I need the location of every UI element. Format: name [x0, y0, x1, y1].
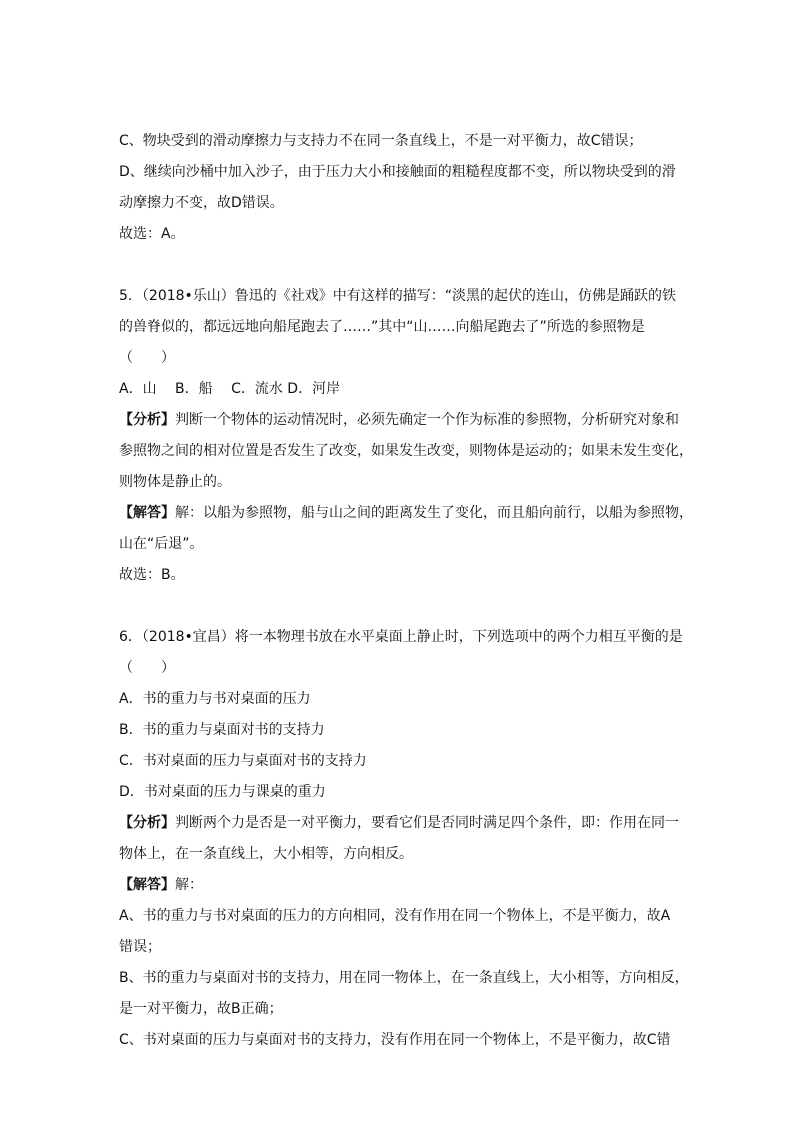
analysis-tag: 【分析】 — [119, 815, 175, 831]
text-line: 错误； — [119, 939, 161, 955]
solution-line: 【解答】解： — [119, 877, 203, 893]
text-line: 动摩擦力不变，故D错误。 — [119, 195, 284, 211]
option-a: A．书的重力与书对桌面的压力 — [119, 691, 311, 707]
text-line: D、继续向沙桶中加入沙子，由于压力大小和接触面的粗糙程度都不变，所以物块受到的滑 — [119, 164, 676, 180]
text-line: 是一对平衡力，故B正确； — [119, 1001, 283, 1017]
analysis-line: 【分析】判断两个力是否是一对平衡力，要看它们是否同时满足四个条件，即：作用在同一 — [119, 815, 679, 831]
text-line: 则物体是静止的。 — [119, 474, 231, 490]
text-line: 的兽脊似的，都远远地向船尾跑去了……”其中“山……向船尾跑去了”所选的参照物是 — [119, 319, 645, 335]
text-line: C、书对桌面的压力与桌面对书的支持力，没有作用在同一个物体上，不是平衡力，故C错 — [119, 1032, 671, 1048]
answer-blank: （ ） — [119, 350, 175, 366]
answer-blank: （ ） — [119, 660, 175, 676]
question-6-stem: 6．（2018•宜昌）将一本物理书放在水平桌面上静止时，下列选项中的两个力相互平衡的是 — [119, 629, 683, 645]
text-line: C、物块受到的滑动摩擦力与支持力不在同一条直线上，不是一对平衡力，故C错误； — [119, 133, 643, 149]
question-5-options: A．山 B．船 C．流水 D．河岸 — [119, 381, 341, 397]
text-line: A、书的重力与书对桌面的压力的方向相同，没有作用在同一个物体上，不是平衡力，故A — [119, 908, 671, 924]
text-line: 山在“后退”。 — [119, 536, 204, 552]
text-line: 物体上，在一条直线上，大小相等，方向相反。 — [119, 846, 413, 862]
text-line: 故选：A。 — [119, 226, 185, 242]
text-line: 参照物之间的相对位置是否发生了改变，如果发生改变，则物体是运动的；如果未发生变化， — [119, 443, 693, 459]
analysis-line: 【分析】判断一个物体的运动情况时，必须先确定一个作为标准的参照物，分析研究对象和 — [119, 412, 679, 428]
text-line: 故选：B。 — [119, 567, 185, 583]
option-c: C．书对桌面的压力与桌面对书的支持力 — [119, 753, 367, 769]
question-5-stem: 5．（2018•乐山）鲁迅的《社戏》中有这样的描写：“淡黑的起伏的连山，仿佛是踊跃的铁 — [119, 288, 677, 304]
analysis-tag: 【分析】 — [119, 412, 175, 428]
text-line: B、书的重力与桌面对书的支持力，用在同一物体上，在一条直线上，大小相等，方向相反， — [119, 970, 689, 986]
option-b: B．书的重力与桌面对书的支持力 — [119, 722, 325, 738]
option-d: D．书对桌面的压力与课桌的重力 — [119, 784, 326, 800]
solution-tag: 【解答】 — [119, 505, 175, 521]
solution-tag: 【解答】 — [119, 877, 175, 893]
solution-line: 【解答】解：以船为参照物，船与山之间的距离发生了变化，而且船向前行，以船为参照物， — [119, 505, 693, 521]
